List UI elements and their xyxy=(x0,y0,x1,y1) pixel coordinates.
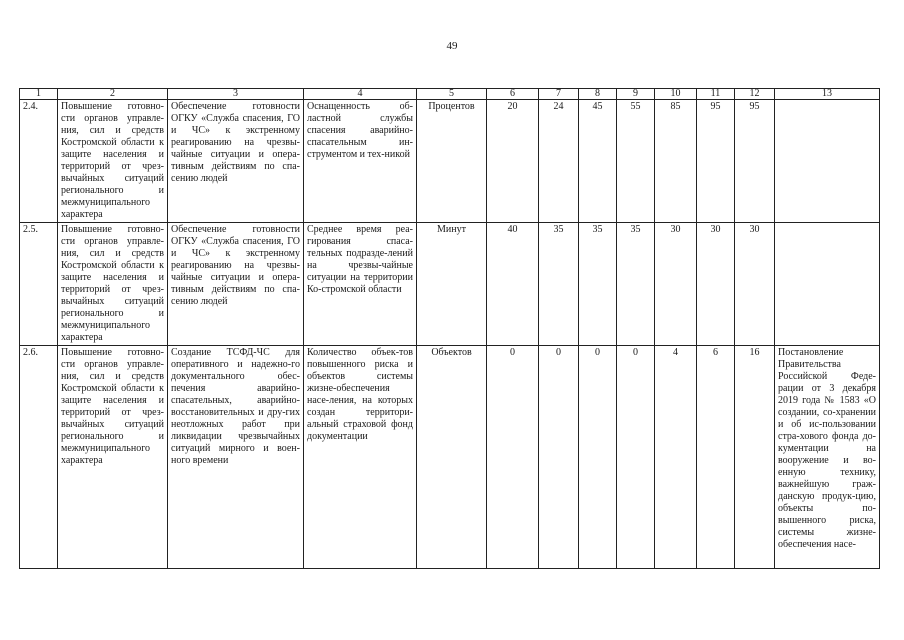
value-cell: 6 xyxy=(697,346,735,569)
measure-cell: Обеспечение готовности ОГКУ «Служба спасения, ГО и ЧС» к экстренному реагированию на чрезвы-чайные ситуации и опера-тивным действиям по спа-сению людей xyxy=(168,223,304,346)
value-cell: 45 xyxy=(579,100,617,223)
value-cell: 35 xyxy=(579,223,617,346)
column-header: 11 xyxy=(697,89,735,100)
value-cell: 55 xyxy=(617,100,655,223)
value-cell: 24 xyxy=(539,100,579,223)
column-header: 7 xyxy=(539,89,579,100)
task-cell: Повышение готовно-сти органов управле-ния, сил и средств Костромской области к защите населения и территорий от чрез-вычайных ситуаций регионального и межмуниципального характера xyxy=(58,100,168,223)
basis-cell xyxy=(775,223,880,346)
value-cell: 35 xyxy=(617,223,655,346)
task-cell: Повышение готовно-сти органов управле-ния, сил и средств Костромской области к защите населения и территорий от чрез-вычайных ситуаций регионального и межмуниципального характера xyxy=(58,223,168,346)
page-number: 49 xyxy=(446,40,458,52)
unit-cell: Объектов xyxy=(417,346,487,569)
value-cell: 95 xyxy=(735,100,775,223)
table-row xyxy=(20,346,880,569)
value-cell: 16 xyxy=(735,346,775,569)
column-header: 3 xyxy=(168,89,304,100)
column-header: 4 xyxy=(304,89,417,100)
value-cell: 95 xyxy=(697,100,735,223)
value-cell: 30 xyxy=(697,223,735,346)
table-row xyxy=(20,100,880,223)
header-row xyxy=(20,89,880,100)
table-row xyxy=(20,223,880,346)
value-cell: 85 xyxy=(655,100,697,223)
indicator-cell: Оснащенность об-ластной службы спасения аварийно-спасательным ин-струментом и тех-никой xyxy=(304,100,417,223)
value-cell: 40 xyxy=(487,223,539,346)
indicator-cell: Среднее время реа-гирования спаса-тельных подразде-лений на чрезвы-чайные ситуации на территории Ко-стромской области xyxy=(304,223,417,346)
task-cell: Повышение готовно-сти органов управле-ния, сил и средств Костромской области к защите населения и территорий от чрез-вычайных ситуаций регионального и межмуниципального характера xyxy=(58,346,168,569)
basis-cell: Постановление Правительства Российской Феде-рации от 3 декабря 2019 года № 1583 «О создании, со-хранении и об ис-пользовании стра-хового фонда до-кументации на вооружение и во-енную технику, важнейшую граж-данскую продук-цию, объекты по-вышенного риска, системы жизне-обеспечения насе- xyxy=(775,346,880,569)
row-number: 2.4. xyxy=(20,100,58,223)
value-cell: 30 xyxy=(655,223,697,346)
unit-cell: Минут xyxy=(417,223,487,346)
row-number: 2.5. xyxy=(20,223,58,346)
measure-cell: Обеспечение готовности ОГКУ «Служба спасения, ГО и ЧС» к экстренному реагированию на чрезвы-чайные ситуации и опера-тивным действиям по спа-сению людей xyxy=(168,100,304,223)
column-header: 1 xyxy=(20,89,58,100)
indicator-cell: Количество объек-тов повышенного риска и объектов системы жизне-обеспечения насе-ления, на которых создан территори-альный страховой фонд документации xyxy=(304,346,417,569)
column-header: 6 xyxy=(487,89,539,100)
column-header: 5 xyxy=(417,89,487,100)
basis-cell xyxy=(775,100,880,223)
column-header: 8 xyxy=(579,89,617,100)
value-cell: 30 xyxy=(735,223,775,346)
value-cell: 20 xyxy=(487,100,539,223)
value-cell: 0 xyxy=(539,346,579,569)
column-header: 9 xyxy=(617,89,655,100)
value-cell: 0 xyxy=(487,346,539,569)
column-header: 12 xyxy=(735,89,775,100)
measure-cell: Создание ТСФД-ЧС для оперативного и надежно-го документального обес-печения аварийно-спасательных, аварийно-восстановительных и дру-гих неотложных работ при ликвидации чрезвычайных ситуаций мирного и воен-ного времени xyxy=(168,346,304,569)
row-number: 2.6. xyxy=(20,346,58,569)
value-cell: 35 xyxy=(539,223,579,346)
unit-cell: Процентов xyxy=(417,100,487,223)
value-cell: 0 xyxy=(617,346,655,569)
column-header: 2 xyxy=(58,89,168,100)
value-cell: 0 xyxy=(579,346,617,569)
column-header: 10 xyxy=(655,89,697,100)
indicators-table xyxy=(19,88,880,569)
column-header: 13 xyxy=(775,89,880,100)
value-cell: 4 xyxy=(655,346,697,569)
